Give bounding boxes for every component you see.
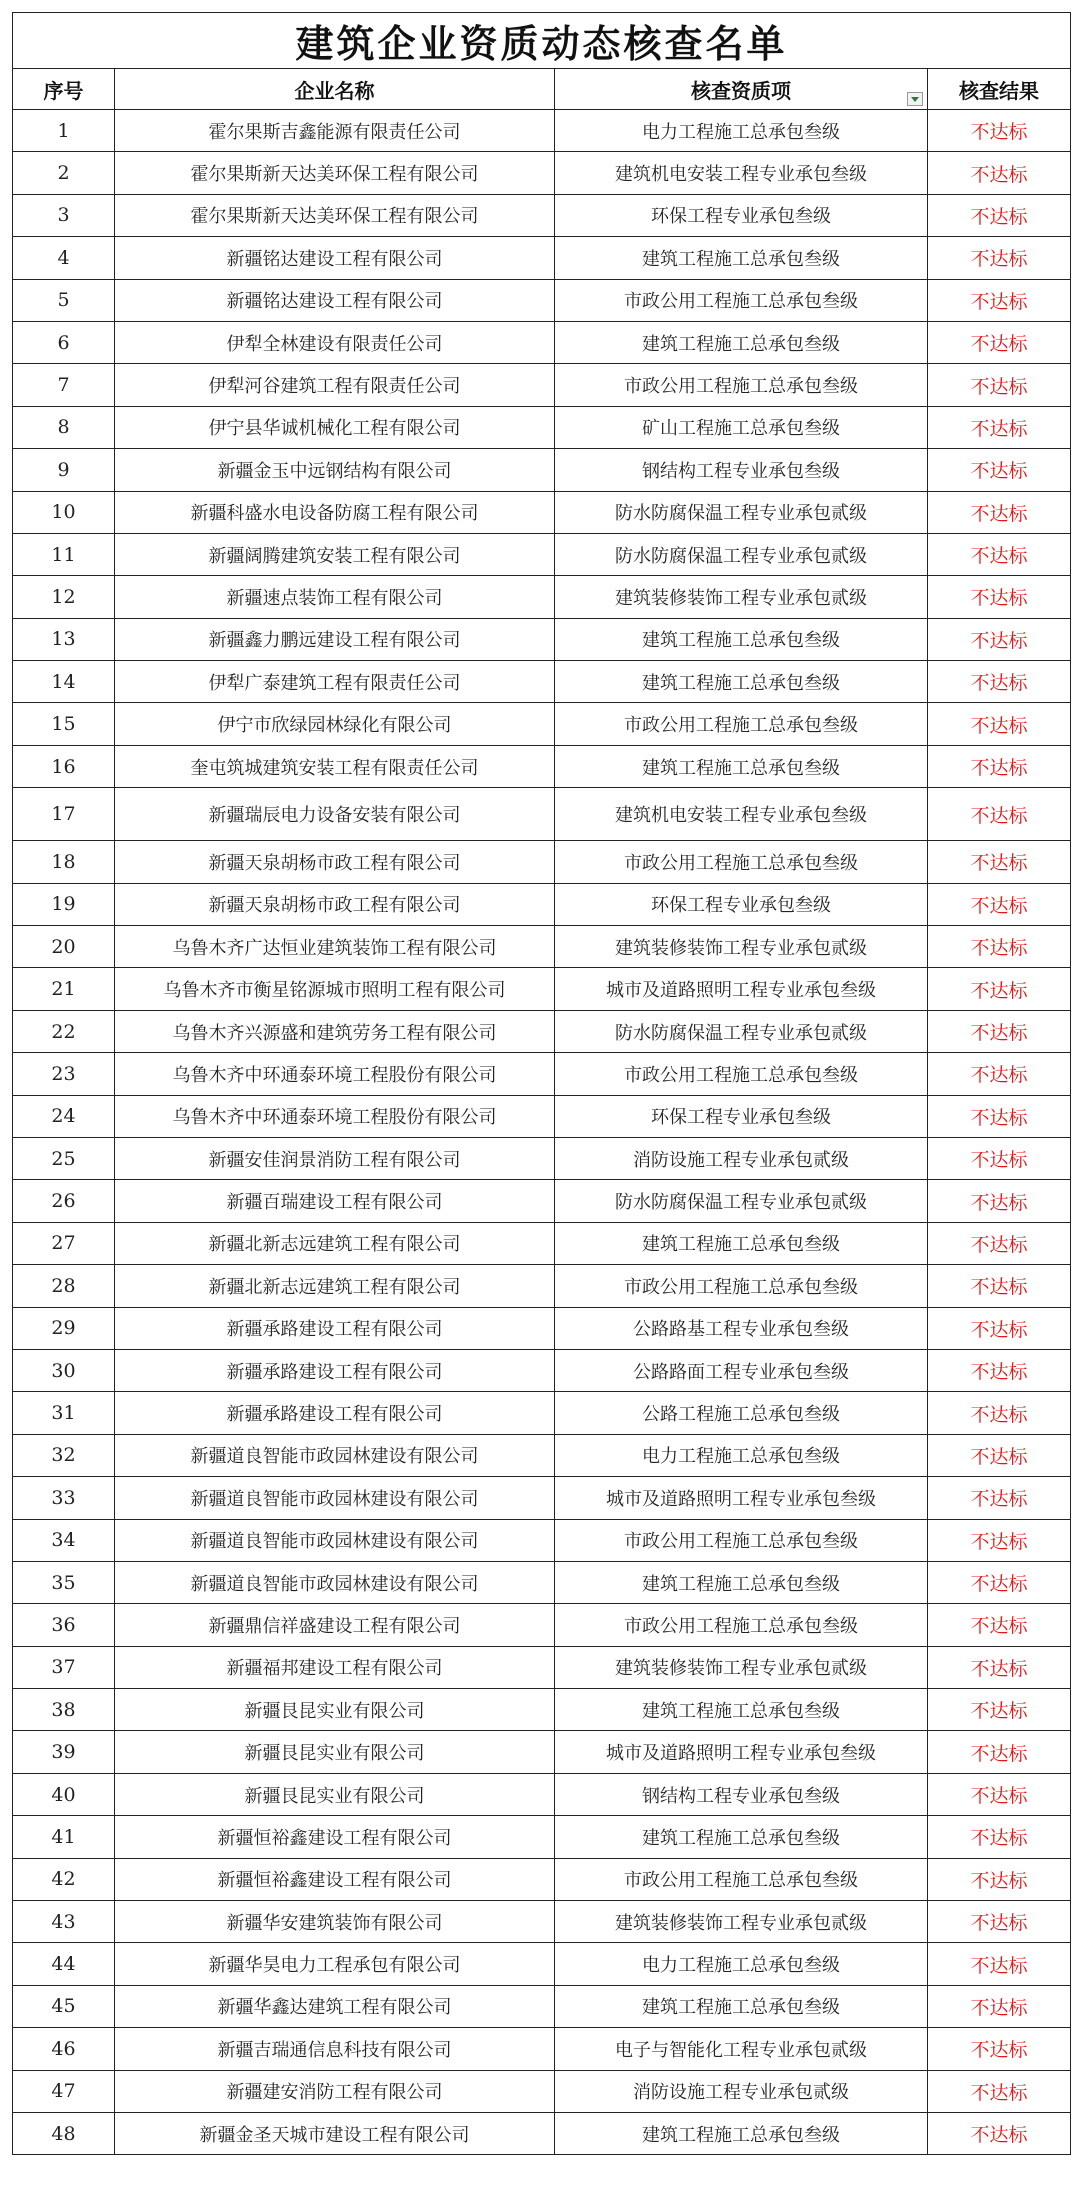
row-company-name: 新疆阔腾建筑安装工程有限公司 (115, 533, 555, 575)
row-qualification: 矿山工程施工总承包叁级 (555, 406, 928, 448)
row-index: 28 (13, 1265, 115, 1307)
row-company-name: 新疆百瑞建设工程有限公司 (115, 1180, 555, 1222)
header-qualification (555, 69, 928, 110)
row-qualification: 环保工程专业承包叁级 (555, 1095, 928, 1137)
row-company-name: 新疆天泉胡杨市政工程有限公司 (115, 883, 555, 925)
row-result-badge: 不达标 (928, 1349, 1071, 1391)
row-company-name: 新疆建安消防工程有限公司 (115, 2070, 555, 2112)
row-qualification: 建筑装修装饰工程专业承包贰级 (555, 1901, 928, 1943)
row-company-name: 新疆艮昆实业有限公司 (115, 1773, 555, 1815)
table-row (13, 110, 1071, 152)
row-result-badge: 不达标 (928, 1985, 1071, 2027)
row-company-name: 乌鲁木齐兴源盛和建筑劳务工程有限公司 (115, 1010, 555, 1052)
row-index: 10 (13, 491, 115, 533)
row-result-badge: 不达标 (928, 1477, 1071, 1519)
row-result-badge: 不达标 (928, 661, 1071, 703)
table-row (13, 883, 1071, 925)
row-qualification: 建筑工程施工总承包叁级 (555, 1689, 928, 1731)
row-index: 13 (13, 618, 115, 660)
row-result-badge: 不达标 (928, 1901, 1071, 1943)
row-company-name: 奎屯筑城建筑安装工程有限责任公司 (115, 745, 555, 787)
row-qualification: 市政公用工程施工总承包叁级 (555, 1265, 928, 1307)
row-index: 48 (13, 2112, 115, 2154)
row-company-name: 乌鲁木齐市衡星铭源城市照明工程有限公司 (115, 968, 555, 1010)
row-company-name: 新疆吉瑞通信息科技有限公司 (115, 2028, 555, 2070)
row-qualification: 钢结构工程专业承包叁级 (555, 1773, 928, 1815)
row-company-name: 新疆铭达建设工程有限公司 (115, 237, 555, 279)
row-qualification: 建筑装修装饰工程专业承包贰级 (555, 926, 928, 968)
row-result-badge: 不达标 (928, 491, 1071, 533)
row-qualification: 公路路基工程专业承包叁级 (555, 1307, 928, 1349)
table-row (13, 152, 1071, 194)
row-index: 43 (13, 1901, 115, 1943)
table-row (13, 1731, 1071, 1773)
row-qualification: 市政公用工程施工总承包叁级 (555, 364, 928, 406)
qualification-check-sheet (12, 12, 1070, 2155)
row-qualification: 消防设施工程专业承包贰级 (555, 2070, 928, 2112)
row-index: 36 (13, 1604, 115, 1646)
row-qualification: 电子与智能化工程专业承包贰级 (555, 2028, 928, 2070)
row-index: 46 (13, 2028, 115, 2070)
row-index: 35 (13, 1561, 115, 1603)
table-row (13, 618, 1071, 660)
row-result-badge: 不达标 (928, 576, 1071, 618)
row-result-badge: 不达标 (928, 2112, 1071, 2154)
row-index: 6 (13, 321, 115, 363)
row-result-badge: 不达标 (928, 533, 1071, 575)
row-index: 16 (13, 745, 115, 787)
row-company-name: 新疆北新志远建筑工程有限公司 (115, 1265, 555, 1307)
row-qualification: 建筑工程施工总承包叁级 (555, 1561, 928, 1603)
row-index: 44 (13, 1943, 115, 1985)
table-row (13, 2028, 1071, 2070)
row-result-badge: 不达标 (928, 1392, 1071, 1434)
row-qualification: 防水防腐保温工程专业承包贰级 (555, 1180, 928, 1222)
row-index: 5 (13, 279, 115, 321)
row-qualification: 市政公用工程施工总承包叁级 (555, 1053, 928, 1095)
row-index: 1 (13, 110, 115, 152)
row-result-badge: 不达标 (928, 1858, 1071, 1900)
row-index: 33 (13, 1477, 115, 1519)
row-company-name: 新疆道良智能市政园林建设有限公司 (115, 1434, 555, 1476)
row-company-name: 伊犁河谷建筑工程有限责任公司 (115, 364, 555, 406)
row-company-name: 伊宁市欣绿园林绿化有限公司 (115, 703, 555, 745)
row-qualification: 公路工程施工总承包叁级 (555, 1392, 928, 1434)
row-index: 12 (13, 576, 115, 618)
row-result-badge: 不达标 (928, 194, 1071, 236)
row-qualification: 建筑工程施工总承包叁级 (555, 2112, 928, 2154)
filter-dropdown-icon[interactable] (907, 92, 923, 106)
row-index: 20 (13, 926, 115, 968)
row-result-badge: 不达标 (928, 1519, 1071, 1561)
row-company-name: 新疆恒裕鑫建设工程有限公司 (115, 1858, 555, 1900)
table-row (13, 661, 1071, 703)
row-index: 4 (13, 237, 115, 279)
row-company-name: 乌鲁木齐中环通泰环境工程股份有限公司 (115, 1053, 555, 1095)
row-result-badge: 不达标 (928, 1434, 1071, 1476)
table-row (13, 406, 1071, 448)
row-company-name: 新疆承路建设工程有限公司 (115, 1392, 555, 1434)
row-company-name: 新疆华昊电力工程承包有限公司 (115, 1943, 555, 1985)
row-result-badge: 不达标 (928, 745, 1071, 787)
row-index: 17 (13, 788, 115, 841)
row-company-name: 伊犁全林建设有限责任公司 (115, 321, 555, 363)
row-qualification: 市政公用工程施工总承包叁级 (555, 703, 928, 745)
table-row (13, 1180, 1071, 1222)
table-row (13, 1689, 1071, 1731)
row-result-badge: 不达标 (928, 618, 1071, 660)
row-company-name: 新疆恒裕鑫建设工程有限公司 (115, 1816, 555, 1858)
table-row (13, 2112, 1071, 2154)
row-result-badge: 不达标 (928, 1095, 1071, 1137)
table-row (13, 1222, 1071, 1264)
row-company-name: 新疆鼎信祥盛建设工程有限公司 (115, 1604, 555, 1646)
row-index: 47 (13, 2070, 115, 2112)
row-result-badge: 不达标 (928, 152, 1071, 194)
row-company-name: 新疆道良智能市政园林建设有限公司 (115, 1477, 555, 1519)
row-result-badge: 不达标 (928, 1265, 1071, 1307)
row-index: 38 (13, 1689, 115, 1731)
row-result-badge: 不达标 (928, 1561, 1071, 1603)
row-company-name: 乌鲁木齐中环通泰环境工程股份有限公司 (115, 1095, 555, 1137)
row-result-badge: 不达标 (928, 1604, 1071, 1646)
row-index: 37 (13, 1646, 115, 1688)
table-row (13, 321, 1071, 363)
row-qualification: 建筑工程施工总承包叁级 (555, 1222, 928, 1264)
table-row (13, 1053, 1071, 1095)
qualification-table (12, 12, 1071, 2155)
row-qualification: 防水防腐保温工程专业承包贰级 (555, 491, 928, 533)
row-company-name: 新疆安佳润景消防工程有限公司 (115, 1137, 555, 1179)
row-index: 8 (13, 406, 115, 448)
table-row (13, 1307, 1071, 1349)
row-index: 14 (13, 661, 115, 703)
row-qualification: 建筑工程施工总承包叁级 (555, 237, 928, 279)
page-title: 建筑企业资质动态核查名单 (13, 13, 1071, 69)
table-body (13, 110, 1071, 2155)
table-row (13, 788, 1071, 841)
row-index: 45 (13, 1985, 115, 2027)
row-qualification: 建筑工程施工总承包叁级 (555, 321, 928, 363)
table-row (13, 1477, 1071, 1519)
table-row (13, 1604, 1071, 1646)
row-qualification: 市政公用工程施工总承包叁级 (555, 1604, 928, 1646)
row-result-badge: 不达标 (928, 1646, 1071, 1688)
row-index: 9 (13, 449, 115, 491)
row-result-badge: 不达标 (928, 703, 1071, 745)
row-company-name: 新疆道良智能市政园林建设有限公司 (115, 1519, 555, 1561)
row-company-name: 新疆金圣天城市建设工程有限公司 (115, 2112, 555, 2154)
row-qualification: 电力工程施工总承包叁级 (555, 1434, 928, 1476)
row-index: 19 (13, 883, 115, 925)
row-qualification: 建筑工程施工总承包叁级 (555, 661, 928, 703)
header-company: 企业名称 (115, 69, 555, 110)
row-result-badge: 不达标 (928, 1773, 1071, 1815)
row-company-name: 霍尔果斯吉鑫能源有限责任公司 (115, 110, 555, 152)
row-index: 24 (13, 1095, 115, 1137)
row-result-badge: 不达标 (928, 968, 1071, 1010)
header-result: 核查结果 (928, 69, 1071, 110)
row-qualification: 防水防腐保温工程专业承包贰级 (555, 1010, 928, 1052)
header-qualification-label: 核查资质项 (691, 78, 791, 103)
table-row (13, 968, 1071, 1010)
table-row (13, 1265, 1071, 1307)
row-company-name: 新疆速点装饰工程有限公司 (115, 576, 555, 618)
row-company-name: 新疆鑫力鹏远建设工程有限公司 (115, 618, 555, 660)
row-result-badge: 不达标 (928, 1816, 1071, 1858)
table-row (13, 1519, 1071, 1561)
header-index: 序号 (13, 69, 115, 110)
table-row (13, 279, 1071, 321)
table-row (13, 1816, 1071, 1858)
row-result-badge: 不达标 (928, 406, 1071, 448)
row-company-name: 伊犁广泰建筑工程有限责任公司 (115, 661, 555, 703)
row-company-name: 新疆福邦建设工程有限公司 (115, 1646, 555, 1688)
row-company-name: 霍尔果斯新天达美环保工程有限公司 (115, 194, 555, 236)
row-result-badge: 不达标 (928, 1689, 1071, 1731)
row-index: 15 (13, 703, 115, 745)
table-row (13, 1985, 1071, 2027)
row-qualification: 消防设施工程专业承包贰级 (555, 1137, 928, 1179)
row-index: 7 (13, 364, 115, 406)
table-row (13, 1773, 1071, 1815)
row-index: 3 (13, 194, 115, 236)
row-qualification: 建筑机电安装工程专业承包叁级 (555, 152, 928, 194)
row-index: 23 (13, 1053, 115, 1095)
table-row (13, 1434, 1071, 1476)
row-qualification: 建筑工程施工总承包叁级 (555, 1816, 928, 1858)
row-index: 40 (13, 1773, 115, 1815)
row-result-badge: 不达标 (928, 841, 1071, 883)
row-index: 39 (13, 1731, 115, 1773)
table-row (13, 1349, 1071, 1391)
table-row (13, 237, 1071, 279)
row-index: 27 (13, 1222, 115, 1264)
row-result-badge: 不达标 (928, 1222, 1071, 1264)
table-row (13, 1561, 1071, 1603)
table-row (13, 491, 1071, 533)
row-index: 34 (13, 1519, 115, 1561)
row-company-name: 新疆铭达建设工程有限公司 (115, 279, 555, 321)
row-index: 26 (13, 1180, 115, 1222)
row-qualification: 公路路面工程专业承包叁级 (555, 1349, 928, 1391)
row-result-badge: 不达标 (928, 110, 1071, 152)
table-row (13, 1943, 1071, 1985)
row-qualification: 建筑装修装饰工程专业承包贰级 (555, 576, 928, 618)
row-index: 25 (13, 1137, 115, 1179)
row-company-name: 新疆承路建设工程有限公司 (115, 1307, 555, 1349)
row-qualification: 建筑工程施工总承包叁级 (555, 745, 928, 787)
row-company-name: 新疆金玉中远钢结构有限公司 (115, 449, 555, 491)
row-result-badge: 不达标 (928, 237, 1071, 279)
row-company-name: 新疆科盛水电设备防腐工程有限公司 (115, 491, 555, 533)
row-result-badge: 不达标 (928, 1137, 1071, 1179)
row-company-name: 新疆天泉胡杨市政工程有限公司 (115, 841, 555, 883)
row-index: 2 (13, 152, 115, 194)
table-row (13, 576, 1071, 618)
row-index: 11 (13, 533, 115, 575)
row-result-badge: 不达标 (928, 2070, 1071, 2112)
row-qualification: 城市及道路照明工程专业承包叁级 (555, 1477, 928, 1519)
row-company-name: 新疆承路建设工程有限公司 (115, 1349, 555, 1391)
row-result-badge: 不达标 (928, 1180, 1071, 1222)
row-qualification: 市政公用工程施工总承包叁级 (555, 1858, 928, 1900)
table-row (13, 2070, 1071, 2112)
table-row (13, 841, 1071, 883)
row-index: 31 (13, 1392, 115, 1434)
row-result-badge: 不达标 (928, 1053, 1071, 1095)
row-index: 32 (13, 1434, 115, 1476)
table-row (13, 364, 1071, 406)
table-row (13, 1010, 1071, 1052)
row-result-badge: 不达标 (928, 279, 1071, 321)
row-result-badge: 不达标 (928, 926, 1071, 968)
table-row (13, 533, 1071, 575)
row-result-badge: 不达标 (928, 1943, 1071, 1985)
table-row (13, 1858, 1071, 1900)
row-result-badge: 不达标 (928, 449, 1071, 491)
row-company-name: 新疆华安建筑装饰有限公司 (115, 1901, 555, 1943)
row-company-name: 乌鲁木齐广达恒业建筑装饰工程有限公司 (115, 926, 555, 968)
row-index: 29 (13, 1307, 115, 1349)
table-row (13, 1901, 1071, 1943)
row-qualification: 城市及道路照明工程专业承包叁级 (555, 1731, 928, 1773)
table-row (13, 1392, 1071, 1434)
table-row (13, 194, 1071, 236)
row-result-badge: 不达标 (928, 1307, 1071, 1349)
row-result-badge: 不达标 (928, 2028, 1071, 2070)
table-row (13, 1646, 1071, 1688)
table-row (13, 703, 1071, 745)
row-qualification: 建筑机电安装工程专业承包叁级 (555, 788, 928, 841)
row-qualification: 防水防腐保温工程专业承包贰级 (555, 533, 928, 575)
row-result-badge: 不达标 (928, 1731, 1071, 1773)
row-qualification: 市政公用工程施工总承包叁级 (555, 279, 928, 321)
row-qualification: 环保工程专业承包叁级 (555, 194, 928, 236)
table-row (13, 1137, 1071, 1179)
row-result-badge: 不达标 (928, 883, 1071, 925)
row-index: 18 (13, 841, 115, 883)
row-company-name: 新疆艮昆实业有限公司 (115, 1689, 555, 1731)
row-index: 42 (13, 1858, 115, 1900)
row-index: 41 (13, 1816, 115, 1858)
row-company-name: 新疆道良智能市政园林建设有限公司 (115, 1561, 555, 1603)
row-qualification: 城市及道路照明工程专业承包叁级 (555, 968, 928, 1010)
row-qualification: 市政公用工程施工总承包叁级 (555, 1519, 928, 1561)
table-row (13, 449, 1071, 491)
row-qualification: 环保工程专业承包叁级 (555, 883, 928, 925)
row-qualification: 建筑工程施工总承包叁级 (555, 1985, 928, 2027)
row-company-name: 新疆华鑫达建筑工程有限公司 (115, 1985, 555, 2027)
row-qualification: 市政公用工程施工总承包叁级 (555, 841, 928, 883)
row-company-name: 新疆艮昆实业有限公司 (115, 1731, 555, 1773)
row-company-name: 新疆瑞辰电力设备安装有限公司 (115, 788, 555, 841)
row-qualification: 电力工程施工总承包叁级 (555, 1943, 928, 1985)
row-qualification: 建筑装修装饰工程专业承包贰级 (555, 1646, 928, 1688)
row-result-badge: 不达标 (928, 788, 1071, 841)
table-row (13, 745, 1071, 787)
row-company-name: 新疆北新志远建筑工程有限公司 (115, 1222, 555, 1264)
row-index: 30 (13, 1349, 115, 1391)
row-result-badge: 不达标 (928, 1010, 1071, 1052)
row-company-name: 霍尔果斯新天达美环保工程有限公司 (115, 152, 555, 194)
table-row (13, 926, 1071, 968)
row-result-badge: 不达标 (928, 321, 1071, 363)
row-qualification: 电力工程施工总承包叁级 (555, 110, 928, 152)
row-qualification: 建筑工程施工总承包叁级 (555, 618, 928, 660)
row-index: 21 (13, 968, 115, 1010)
row-qualification: 钢结构工程专业承包叁级 (555, 449, 928, 491)
row-index: 22 (13, 1010, 115, 1052)
row-company-name: 伊宁县华诚机械化工程有限公司 (115, 406, 555, 448)
table-row (13, 1095, 1071, 1137)
row-result-badge: 不达标 (928, 364, 1071, 406)
